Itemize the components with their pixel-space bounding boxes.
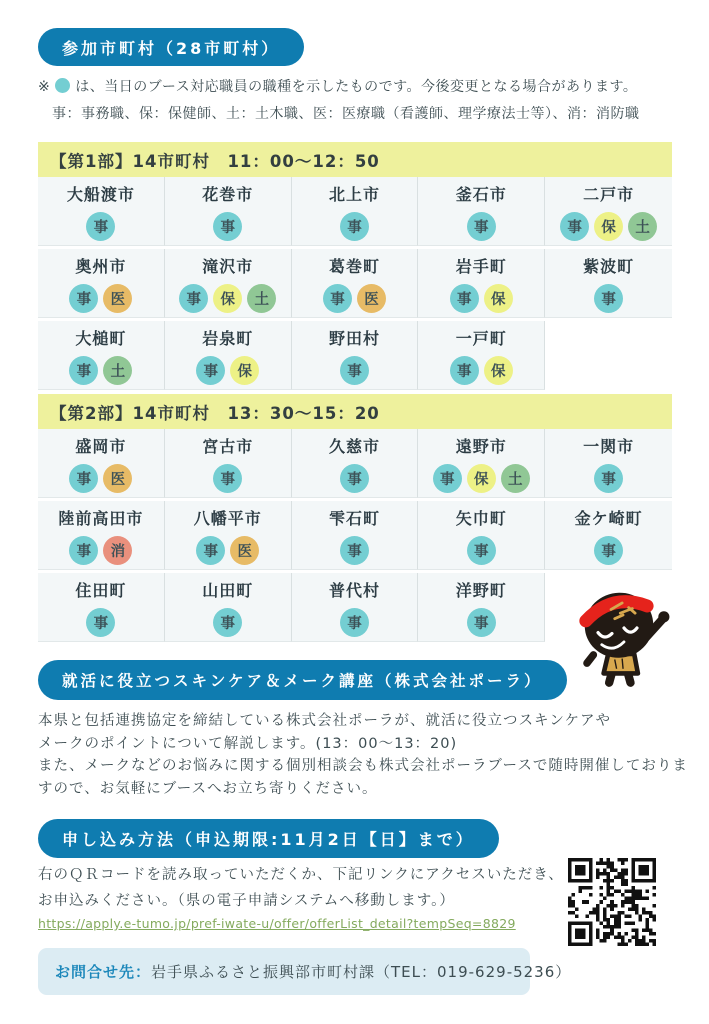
municipality-cell — [545, 249, 672, 318]
section-header: 【第2部】14市町村 13：30～15：20 — [38, 394, 672, 429]
job-badges — [213, 464, 242, 493]
municipality-name: 八幡平市 — [193, 508, 262, 528]
municipality-cell — [418, 177, 545, 246]
job-badge-事: 事 — [340, 212, 369, 241]
job-badge-事: 事 — [594, 536, 623, 565]
municipality-cell — [292, 177, 419, 246]
municipality-cell — [165, 501, 292, 570]
municipality-name: 雫石町 — [328, 508, 380, 528]
municipality-cell — [38, 321, 165, 390]
municipality-cell — [165, 249, 292, 318]
municipality-name: 住田町 — [75, 580, 127, 600]
job-badges — [560, 212, 657, 241]
job-badge-保: 保 — [230, 356, 259, 385]
job-badge-事: 事 — [86, 212, 115, 241]
course-line: 本県と包括連携協定を締結している株式会社ポーラが、就活に役立つスキンケアや — [38, 713, 612, 729]
job-badge-事: 事 — [433, 464, 462, 493]
job-badge-保: 保 — [213, 284, 242, 313]
job-badge-医: 医 — [357, 284, 386, 313]
municipality-name: 奥州市 — [75, 256, 127, 276]
municipality-cell — [38, 429, 165, 498]
municipality-name: 盛岡市 — [75, 436, 127, 456]
apply-line: お申込みください。（県の電子申請システムへ移動します。） — [38, 893, 455, 909]
job-badge-事: 事 — [340, 608, 369, 637]
job-badge-医: 医 — [103, 284, 132, 313]
municipality-cell — [165, 321, 292, 390]
course-line: すので、お気軽にブースへお立ち寄りください。 — [38, 780, 378, 797]
job-badge-事: 事 — [69, 464, 98, 493]
municipality-cell — [418, 321, 545, 390]
job-badges — [467, 212, 496, 241]
municipality-grid — [38, 177, 672, 390]
job-badges — [213, 212, 242, 241]
job-badge-事: 事 — [450, 356, 479, 385]
municipality-name: 釜石市 — [455, 184, 507, 204]
municipality-cell — [418, 501, 545, 570]
legend-note-line2: 事：事務職、保：保健師、土：土木職、医：医療職（看護師、理学療法士等）、消：消防職 — [52, 106, 640, 122]
municipality-cell — [165, 573, 292, 642]
municipality-cell — [38, 501, 165, 570]
legend-note — [38, 74, 640, 128]
job-badges — [196, 536, 259, 565]
job-badges — [69, 536, 132, 565]
job-badge-事: 事 — [213, 464, 242, 493]
job-badges — [433, 464, 530, 493]
job-badge-事: 事 — [467, 536, 496, 565]
job-badges — [86, 608, 115, 637]
municipality-table — [38, 142, 672, 646]
job-badges — [450, 284, 513, 313]
contact-text: 岩手県ふるさと振興部市町村課（TEL：019-629-5236） — [151, 963, 572, 981]
qr-code — [568, 858, 656, 946]
municipality-cell — [418, 573, 545, 642]
job-badge-事: 事 — [594, 464, 623, 493]
municipality-name: 宮古市 — [202, 436, 254, 456]
municipality-name: 二戸市 — [583, 184, 635, 204]
municipality-cell — [418, 429, 545, 498]
municipality-cell — [292, 321, 419, 390]
job-badge-事: 事 — [340, 464, 369, 493]
job-badges — [594, 284, 623, 313]
municipality-name: 野田村 — [328, 328, 380, 348]
municipality-name: 北上市 — [328, 184, 380, 204]
job-badges — [594, 464, 623, 493]
contact-label: お問合せ先： — [55, 963, 152, 981]
job-badges — [86, 212, 115, 241]
course-line: メークのポイントについて解説します。(13：00～13：20) — [38, 735, 458, 752]
municipality-name: 岩泉町 — [202, 328, 254, 348]
job-badge-医: 医 — [103, 464, 132, 493]
application-link[interactable]: https://apply.e-tumo.jp/pref-iwate-u/offer/offerList_detail?tempSeq=8829 — [38, 916, 516, 931]
municipality-name: 滝沢市 — [202, 256, 254, 276]
apply-description — [38, 862, 564, 914]
job-badge-保: 保 — [484, 356, 513, 385]
job-badge-事: 事 — [69, 284, 98, 313]
municipality-name: 大槌町 — [75, 328, 127, 348]
municipality-cell — [545, 501, 672, 570]
job-badges — [594, 536, 623, 565]
course-description — [38, 710, 688, 800]
municipality-cell — [38, 177, 165, 246]
job-badge-事: 事 — [86, 608, 115, 637]
job-badges — [179, 284, 276, 313]
note-marker: ※ — [38, 79, 51, 95]
job-badges — [467, 536, 496, 565]
empty-cell — [545, 321, 672, 389]
job-badge-事: 事 — [196, 536, 225, 565]
job-badges — [450, 356, 513, 385]
municipality-cell — [545, 177, 672, 246]
job-badges — [69, 464, 132, 493]
course-line: また、メークなどのお悩みに関する個別相談会も株式会社ポーラブースで随時開催しておりま — [38, 758, 688, 774]
job-badges — [340, 464, 369, 493]
municipality-name: 一関市 — [583, 436, 635, 456]
job-badge-保: 保 — [467, 464, 496, 493]
job-badges — [323, 284, 386, 313]
municipality-name: 普代村 — [328, 580, 380, 600]
contact-box — [38, 948, 572, 995]
job-badge-土: 土 — [501, 464, 530, 493]
legend-note-line1 — [38, 74, 640, 101]
job-badges — [340, 608, 369, 637]
municipality-name: 遠野市 — [455, 436, 507, 456]
municipality-cell — [165, 177, 292, 246]
municipality-name: 花巻市 — [202, 184, 254, 204]
job-badges — [340, 356, 369, 385]
job-badge-土: 土 — [247, 284, 276, 313]
job-badge-事: 事 — [323, 284, 352, 313]
job-badges — [69, 284, 132, 313]
municipality-name: 金ケ崎町 — [574, 508, 643, 528]
municipality-name: 岩手町 — [455, 256, 507, 276]
municipality-name: 紫波町 — [583, 256, 635, 276]
badge-sample-dot-icon — [55, 78, 70, 93]
job-badge-事: 事 — [213, 212, 242, 241]
job-badge-土: 土 — [628, 212, 657, 241]
municipality-name: 久慈市 — [328, 436, 380, 456]
job-badges — [467, 608, 496, 637]
municipality-cell — [292, 429, 419, 498]
municipality-cell — [418, 249, 545, 318]
job-badge-事: 事 — [467, 212, 496, 241]
job-badge-事: 事 — [179, 284, 208, 313]
municipality-name: 山田町 — [202, 580, 254, 600]
wanko-soba-mascot — [573, 580, 675, 688]
municipality-cell — [38, 573, 165, 642]
municipality-name: 葛巻町 — [328, 256, 380, 276]
municipality-cell — [38, 249, 165, 318]
job-badge-事: 事 — [594, 284, 623, 313]
job-badge-事: 事 — [213, 608, 242, 637]
municipality-name: 洋野町 — [455, 580, 507, 600]
job-badge-保: 保 — [594, 212, 623, 241]
job-badges — [196, 356, 259, 385]
section-header: 【第1部】14市町村 11：00～12：50 — [38, 142, 672, 177]
municipality-cell — [292, 573, 419, 642]
job-badges — [340, 212, 369, 241]
municipality-cell — [165, 429, 292, 498]
job-badges — [340, 536, 369, 565]
municipality-cell — [292, 501, 419, 570]
job-badge-土: 土 — [103, 356, 132, 385]
job-badge-事: 事 — [196, 356, 225, 385]
legend-note-text: は、当日のブース対応職員の職種を示したものです。今後変更となる場合があります。 — [75, 79, 638, 95]
municipality-cell — [545, 429, 672, 498]
course-header-pill: 就活に役立つスキンケア＆メーク講座（株式会社ポーラ） — [38, 660, 567, 700]
job-badge-事: 事 — [340, 536, 369, 565]
job-badge-消: 消 — [103, 536, 132, 565]
job-badge-事: 事 — [69, 536, 98, 565]
apply-line: 右のＱＲコードを読み取っていただくか、下記リンクにアクセスいただき、 — [38, 867, 564, 883]
municipality-name: 陸前高田市 — [58, 508, 144, 528]
job-badge-保: 保 — [484, 284, 513, 313]
job-badge-事: 事 — [450, 284, 479, 313]
municipality-name: 大船渡市 — [66, 184, 135, 204]
job-badges — [213, 608, 242, 637]
job-badge-事: 事 — [467, 608, 496, 637]
apply-header-pill: 申し込み方法（申込期限:11月2日【日】まで） — [38, 819, 499, 858]
municipality-name: 矢巾町 — [455, 508, 507, 528]
municipality-cell — [292, 249, 419, 318]
job-badge-事: 事 — [560, 212, 589, 241]
job-badge-事: 事 — [69, 356, 98, 385]
job-badges — [69, 356, 132, 385]
municipality-name: 一戸町 — [455, 328, 507, 348]
job-badge-事: 事 — [340, 356, 369, 385]
participants-header-pill: 参加市町村（28市町村） — [38, 28, 304, 66]
job-badge-医: 医 — [230, 536, 259, 565]
